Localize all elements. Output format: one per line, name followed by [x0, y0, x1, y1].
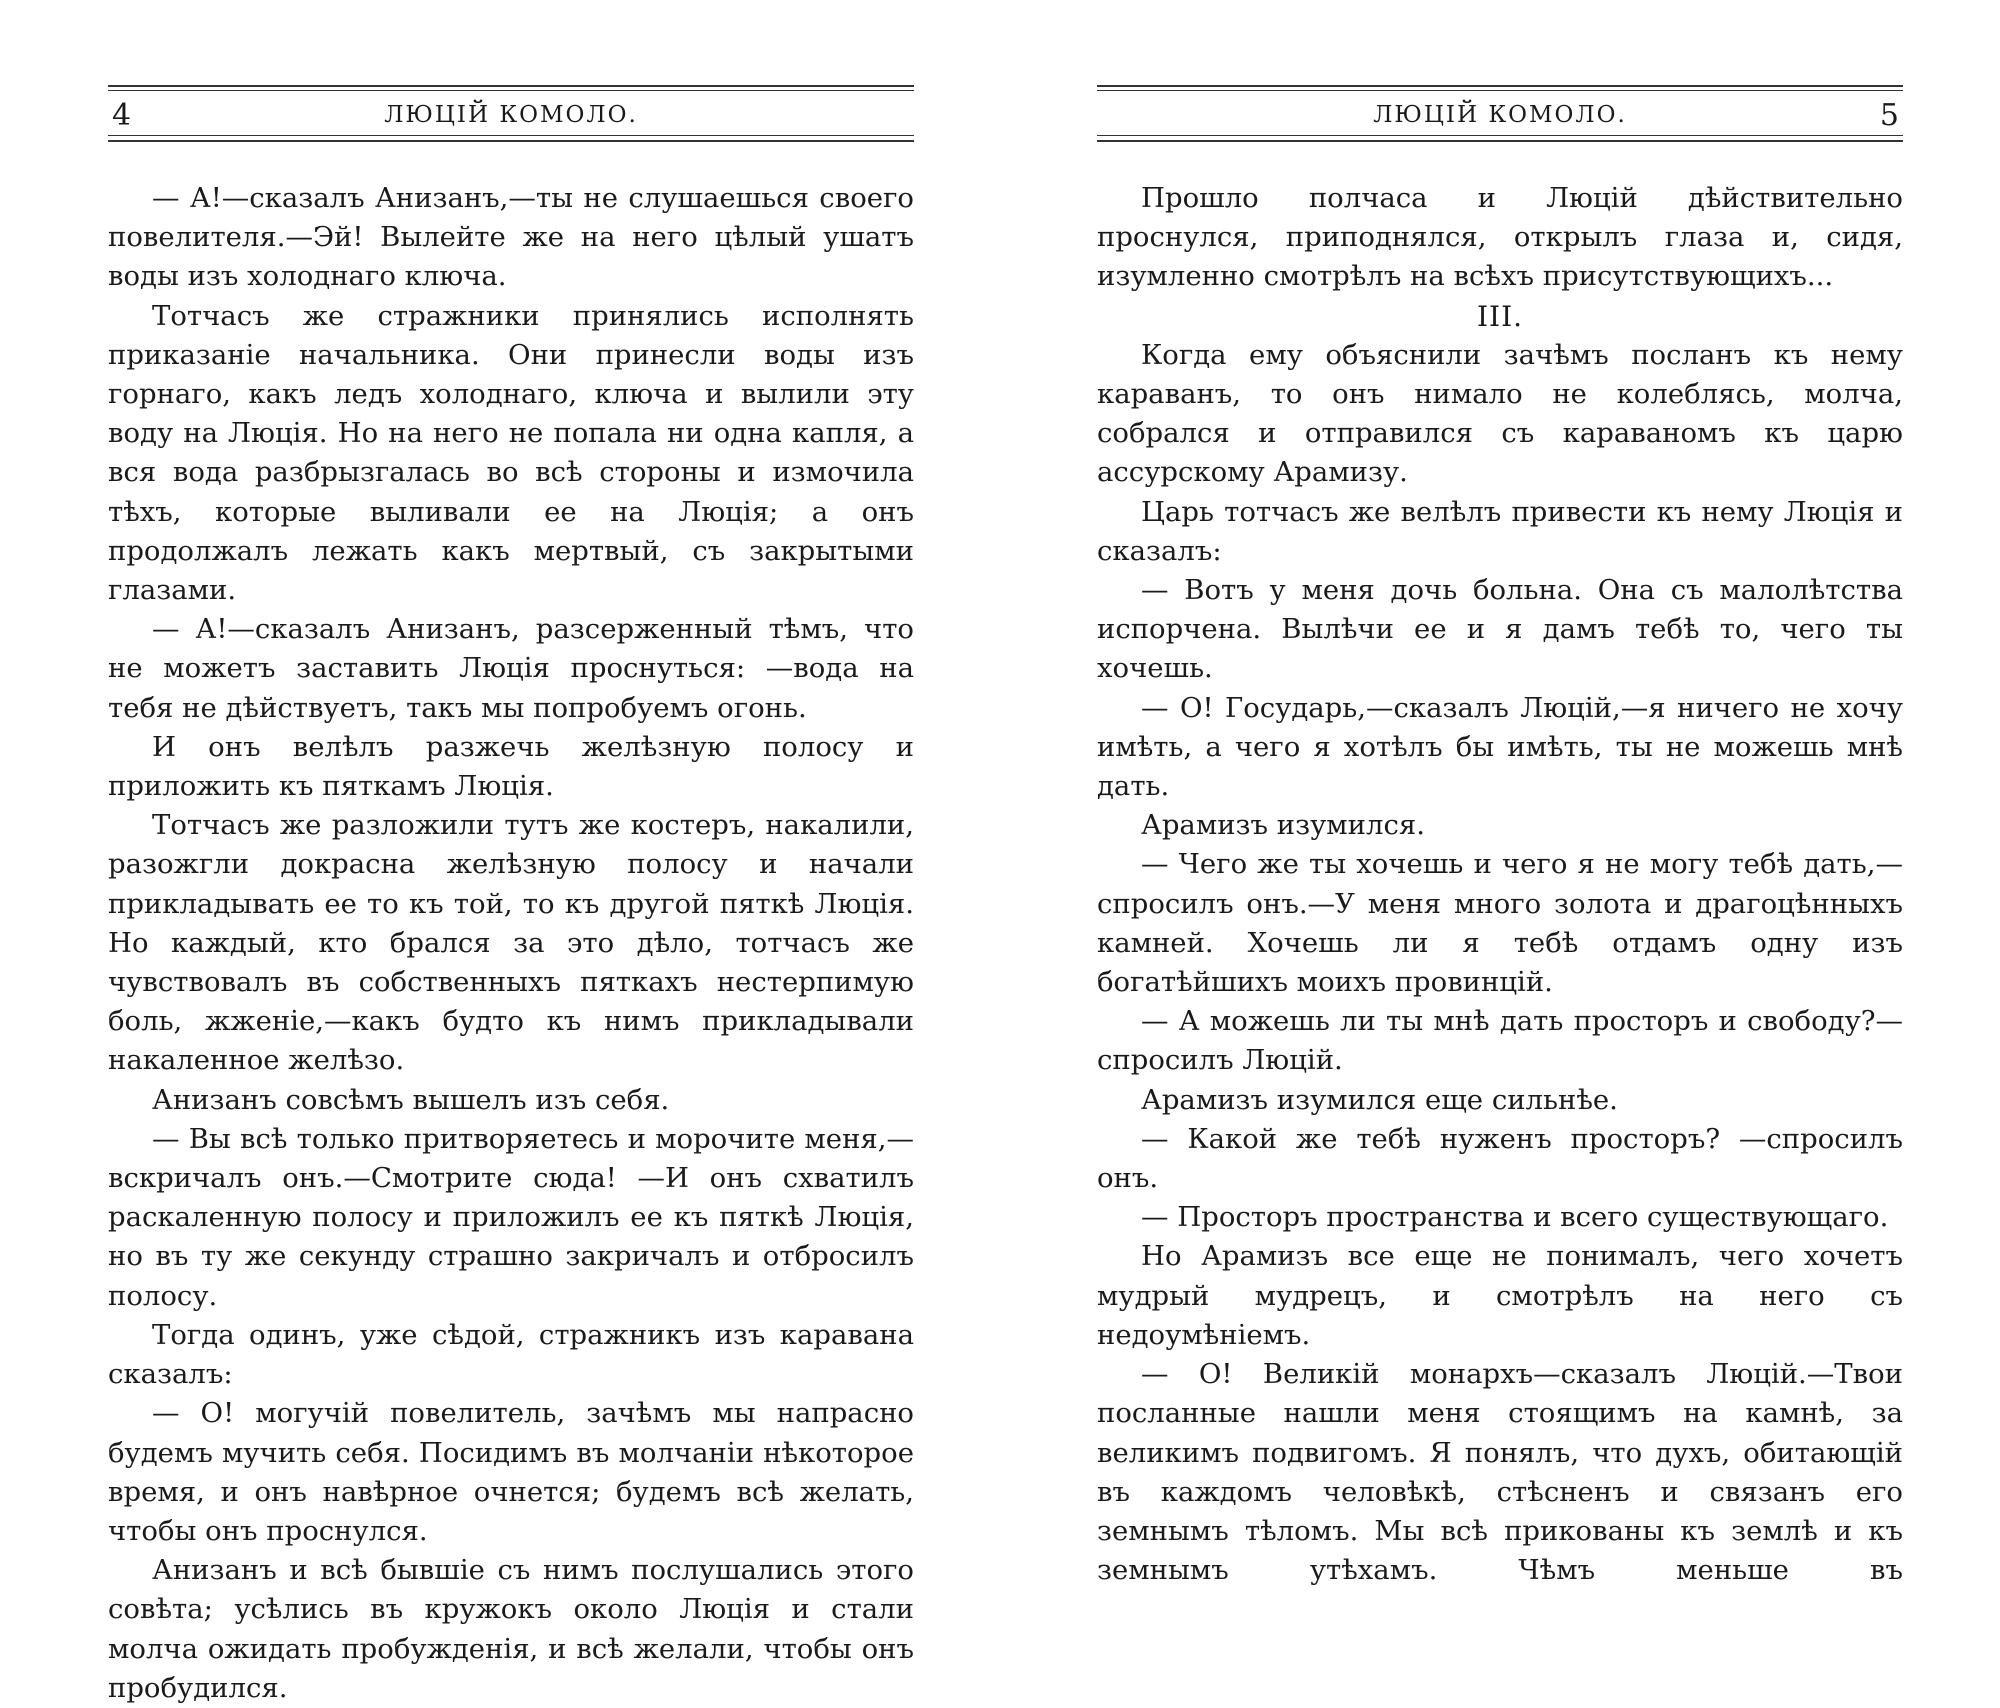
paragraph: — А!—сказалъ Анизанъ,—ты не слушаешься своего повелителя.—Эй! Вылейте же на него цѣлый ушатъ воды изъ холоднаго ключа. — [108, 182, 914, 293]
right-page-text — [1097, 179, 1903, 1590]
paragraph: — О! могучій повелитель, зачѣмъ мы напрасно будемъ мучить себя. Посидимъ въ молчаніи нѣкоторое время, и онъ навѣрное очнется; будемъ всѣ желать, чтобы онъ проснулся. — [108, 1397, 914, 1547]
chapter-heading: III. — [1476, 299, 1524, 333]
header-rule — [108, 135, 914, 136]
right-page-header — [1097, 82, 1903, 148]
paragraph: — Вотъ у меня дочь больна. Она съ малолѣтства испорчена. Вылѣчи ее и я дамъ тебѣ то, чего ты хочешь. — [1097, 574, 1903, 685]
paragraph: — Вы всѣ только притворяетесь и морочите меня,—вскричалъ онъ.—Смотрите сюда! —И онъ схватилъ раскаленную полосу и приложилъ ее къ пяткѣ Люція, но въ ту же секунду страшно закричалъ и отбросилъ полосу. — [108, 1122, 914, 1312]
paragraph: — А!—сказалъ Анизанъ, разсерженный тѣмъ, что не можетъ заставить Люція проснуться: —вода на тебя не дѣйствуетъ, такъ мы попробуемъ огонь. — [108, 613, 914, 724]
running-head: ЛЮЦІЙ КОМОЛО. — [384, 102, 638, 128]
left-page-header — [108, 82, 914, 148]
right-page — [1097, 0, 1903, 1587]
page-number: 4 — [112, 98, 132, 133]
paragraph: Когда ему объяснили зачѣмъ посланъ къ нему караванъ, то онъ нимало не колеблясь, молча, собрался и отправился съ караваномъ къ царю ассурскому Арамизу. — [1097, 338, 1903, 489]
paragraph: — О! Великій монархъ—сказалъ Люцій.—Твои посланные нашли меня стоящимъ на камнѣ, за великимъ подвигомъ. Я понялъ, что духъ, обитающій въ каждомъ человѣкѣ, стѣсненъ и связанъ его земнымъ тѣломъ. Мы всѣ прикованы къ землѣ и къ земнымъ утѣхамъ. Чѣмъ меньше въ — [1097, 1358, 1903, 1587]
paragraph: — Чего же ты хочешь и чего я не могу тебѣ дать,—спросилъ онъ.—У меня много золота и драгоцѣнныхъ камней. Хочешь ли я тебѣ отдамъ одну изъ богатѣйшихъ моихъ провинцій. — [1097, 848, 1903, 999]
running-head: ЛЮЦІЙ КОМОЛО. — [1373, 102, 1627, 128]
paragraph: — Просторъ пространства и всего существующаго. — [1141, 1201, 1889, 1234]
paragraph: И онъ велѣлъ разжечь желѣзную полосу и приложить къ пяткамъ Люція. — [108, 730, 914, 803]
paragraph: Арамизъ изумился еще сильнѣе. — [1141, 1083, 1618, 1116]
left-page-text — [108, 179, 914, 1708]
header-rule — [108, 140, 914, 142]
header-rule — [1097, 140, 1903, 142]
paragraph: Царь тотчасъ же велѣлъ привести къ нему Люція и сказалъ: — [1097, 495, 1903, 567]
paragraph: Тотчасъ же стражники принялись исполнять приказаніе начальника. Они принесли воды изъ горнаго, какъ ледъ холоднаго, ключа и вылили эту воду на Люція. Но на него не попала ни одна капля, а вся вода разбрызгалась во всѣ стороны и измочила тѣхъ, которые выливали ее на Люція; а онъ продолжалъ лежать какъ мертвый, съ закрытыми глазами. — [108, 299, 914, 607]
paragraph: Тотчасъ же разложили тутъ же костеръ, накалили, разожгли докрасна желѣзную полосу и начали прикладывать ее то къ той, то къ другой пяткѣ Люція. Но каждый, кто брался за это дѣло, тотчасъ же чувствовалъ въ собственныхъ пяткахъ нестерпимую боль, жженіе,—какъ будто къ нимъ прикладывали накаленное желѣзо. — [108, 809, 914, 1077]
paragraph: — А можешь ли ты мнѣ дать просторъ и свободу?—спросилъ Люцій. — [1097, 1005, 1903, 1077]
paragraph: Прошло полчаса и Люцій дѣйствительно проснулся, приподнялся, открылъ глаза и, сидя, изумленно смотрѣлъ на всѣхъ присутствующихъ... — [1097, 182, 1903, 293]
header-rule — [108, 85, 914, 87]
page-number: 5 — [1879, 98, 1899, 133]
header-rule — [1097, 135, 1903, 136]
header-rule — [108, 90, 914, 91]
paragraph: Арамизъ изумился. — [1141, 809, 1425, 842]
paragraph: — Какой же тебѣ нуженъ просторъ? —спросилъ онъ. — [1097, 1122, 1903, 1195]
paragraph: Тогда одинъ, уже сѣдой, стражникъ изъ каравана сказалъ: — [108, 1318, 914, 1391]
paragraph: Анизанъ совсѣмъ вышелъ изъ себя. — [152, 1083, 670, 1116]
paragraph: — О! Государь,—сказалъ Люцій,—я ничего не хочу имѣть, а чего я хотѣлъ бы имѣть, ты не можешь мнѣ дать. — [1097, 691, 1903, 803]
header-rule — [1097, 85, 1903, 87]
paragraph: Анизанъ и всѣ бывшіе съ нимъ послушались этого совѣта; усѣлись въ кружокъ около Люція и стали молча ожидать пробужденія, и всѣ желали, чтобы онъ пробудился. — [108, 1554, 914, 1704]
header-rule — [1097, 90, 1903, 91]
left-page — [108, 0, 914, 1704]
paragraph: Но Арамизъ все еще не понималъ, чего хочетъ мудрый мудрецъ, и смотрѣлъ на него съ недоумѣніемъ. — [1097, 1240, 1903, 1351]
